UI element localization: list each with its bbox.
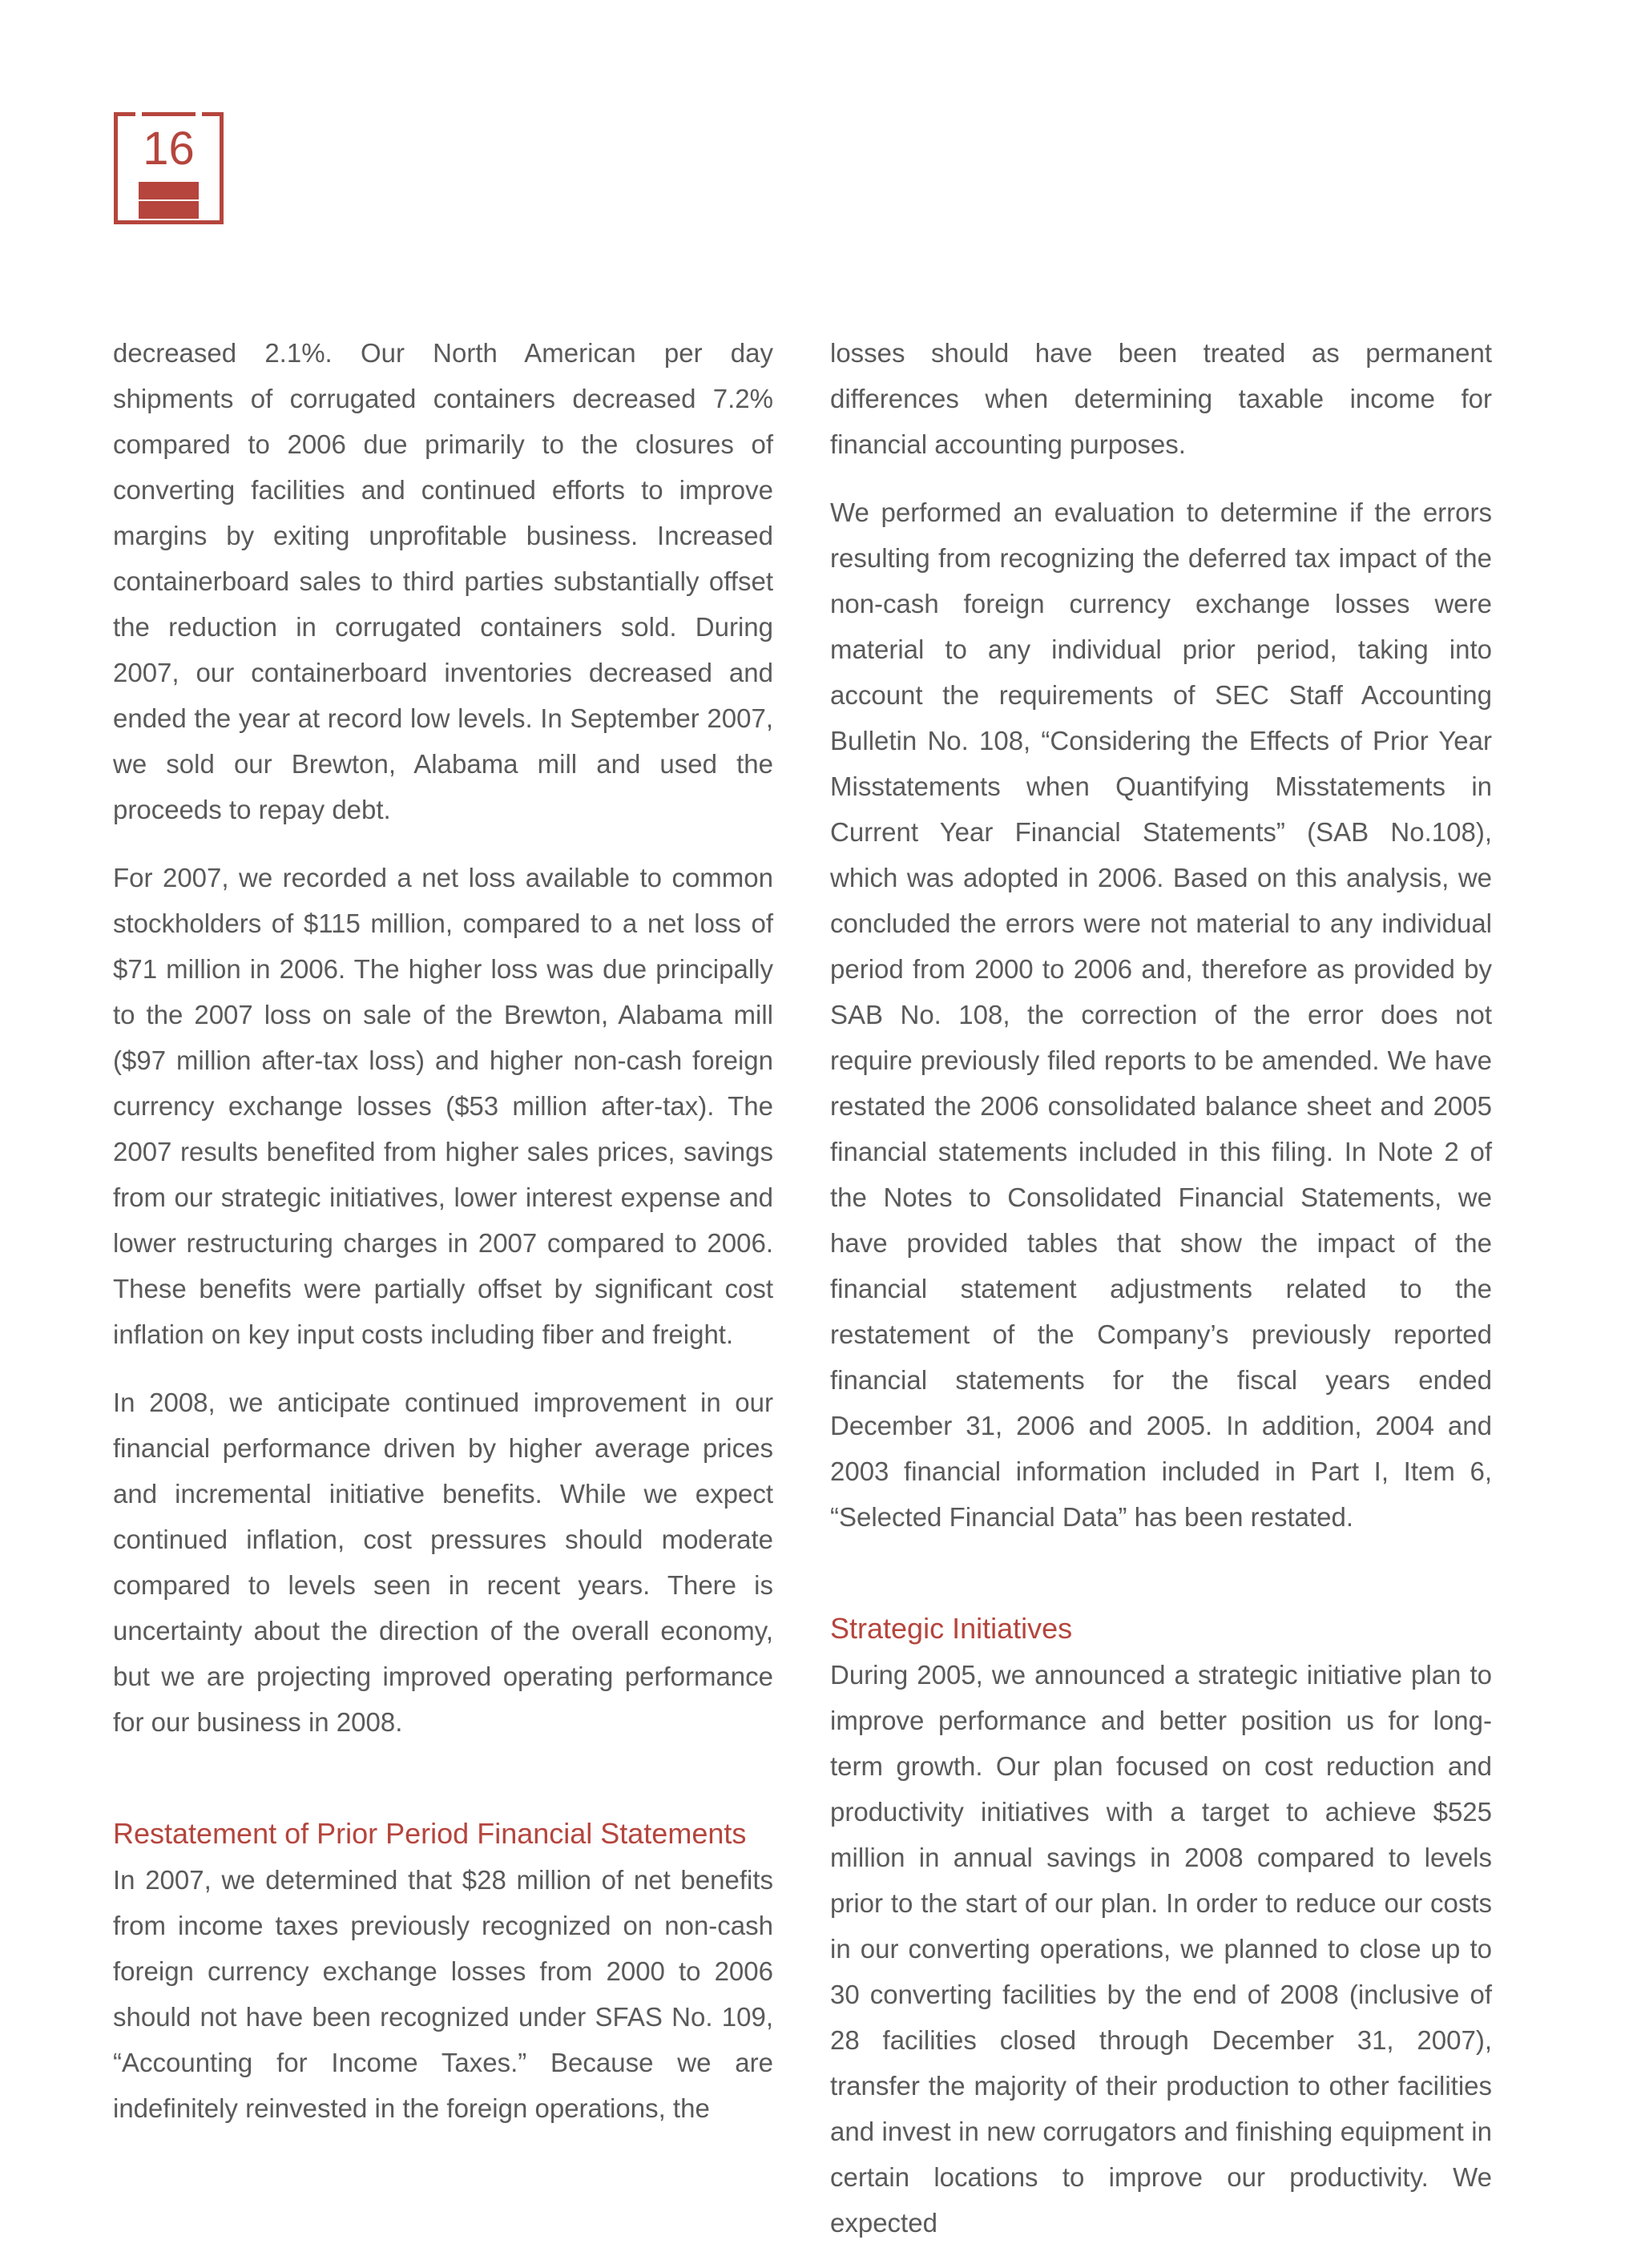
page-number: 16 — [143, 123, 195, 175]
heading-restatement: Restatement of Prior Period Financial Statements — [113, 1817, 747, 1850]
badge-bar-top — [139, 182, 199, 199]
paragraph-shipments: decreased 2.1%. Our North American per day shipments of corrugated containers decreased 7.2% compared to 2006 due primarily to the closures of converting facilities and continued efforts to improve margins by exiting unprofitable business. Increased containerboard sales to third parties substantially offset the reduction in corrugated containers sold. During 2007, our containerboard inventories decreased and ended the year at record low levels. In September 2007, we sold our Brewton, Alabama mill and used the proceeds to repay debt. — [113, 338, 773, 824]
badge-bar-bottom — [139, 201, 199, 219]
page-number-badge — [114, 112, 224, 224]
badge-notch — [196, 112, 202, 116]
paragraph-restatement: In 2007, we determined that $28 million of net benefits from income taxes previously recognized on non-cash foreign currency exchange losses from 2000 to 2006 should not have been recognized under SFAS No. 109, “Accounting for Income Taxes.” Because we are indefinitely reinvested in the foreign operations, the — [113, 1865, 773, 2123]
heading-strategic-initiatives: Strategic Initiatives — [830, 1612, 1073, 1645]
section-spacer — [830, 1562, 1492, 1605]
badge-notch — [135, 112, 142, 116]
paragraph-evaluation: We performed an evaluation to determine if the errors resulting from recognizing the deferred tax impact of the non-cash foreign currency exchange losses were material to any individual prior period, taking into account the requirements of SEC Staff Accounting Bulletin No. 108, “Considering the Effects of Prior Year Misstatements when Quantifying Misstatements in Current Year Financial Statements” (SAB No.108), which was adopted in 2006. Based on this analysis, we concluded the errors were not material to any individual period from 2000 to 2006 and, therefore as provided by SAB No. 108, the correction of the error does not require previously filed reports to be amended. We have restated the 2006 consolidated balance sheet and 2005 financial statements included in this filing. In Note 2 of the Notes to Consolidated Financial Statements, we have provided tables that show the impact of the financial statement adjustments related to the restatement of the Company’s previously reported financial statements for the fiscal years ended December 31, 2006 and 2005. In addition, 2004 and 2003 financial information included in Part I, Item 6, “Selected Financial Data” has been restated. — [830, 498, 1492, 1532]
paragraph-outlook-2008: In 2008, we anticipate continued improvement in our financial performance driven by higher average prices and incremental initiative benefits. While we expect continued inflation, cost pressures should moderate compared to levels seen in recent years. There is uncertainty about the direction of the overall economy, but we are projecting improved operating performance for our business in 2008. — [113, 1388, 773, 1737]
section-spacer — [113, 1767, 773, 1811]
paragraph-strategic-initiatives: During 2005, we announced a strategic initiative plan to improve performance and better position us for long-term growth. Our plan focused on cost reduction and productivity initiatives with a target to achieve $525 million in annual savings in 2008 compared to levels prior to the start of our plan. In order to reduce our costs in our converting operations, we planned to close up to 30 converting facilities by the end of 2008 (inclusive of 28 facilities closed through December 31, 2007), transfer the majority of their production to other facilities and invest in new corrugators and finishing equipment in certain locations to improve our productivity. We expected — [830, 1660, 1492, 2238]
right-column — [830, 330, 1492, 2268]
paragraph-net-loss: For 2007, we recorded a net loss available to common stockholders of $115 million, compared to a net loss of $71 million in 2006. The higher loss was due principally to the 2007 loss on sale of the Brewton, Alabama mill ($97 million after-tax loss) and higher non-cash foreign currency exchange losses ($53 million after-tax). The 2007 results benefited from higher sales prices, savings from our strategic initiatives, lower interest expense and lower restructuring charges in 2007 compared to 2006. These benefits were partially offset by significant cost inflation on key input costs including fiber and freight. — [113, 863, 773, 1349]
paragraph-permanent-differences: losses should have been treated as permanent differences when determining taxable income for financial accounting purposes. — [830, 338, 1492, 459]
left-column — [113, 330, 773, 2153]
